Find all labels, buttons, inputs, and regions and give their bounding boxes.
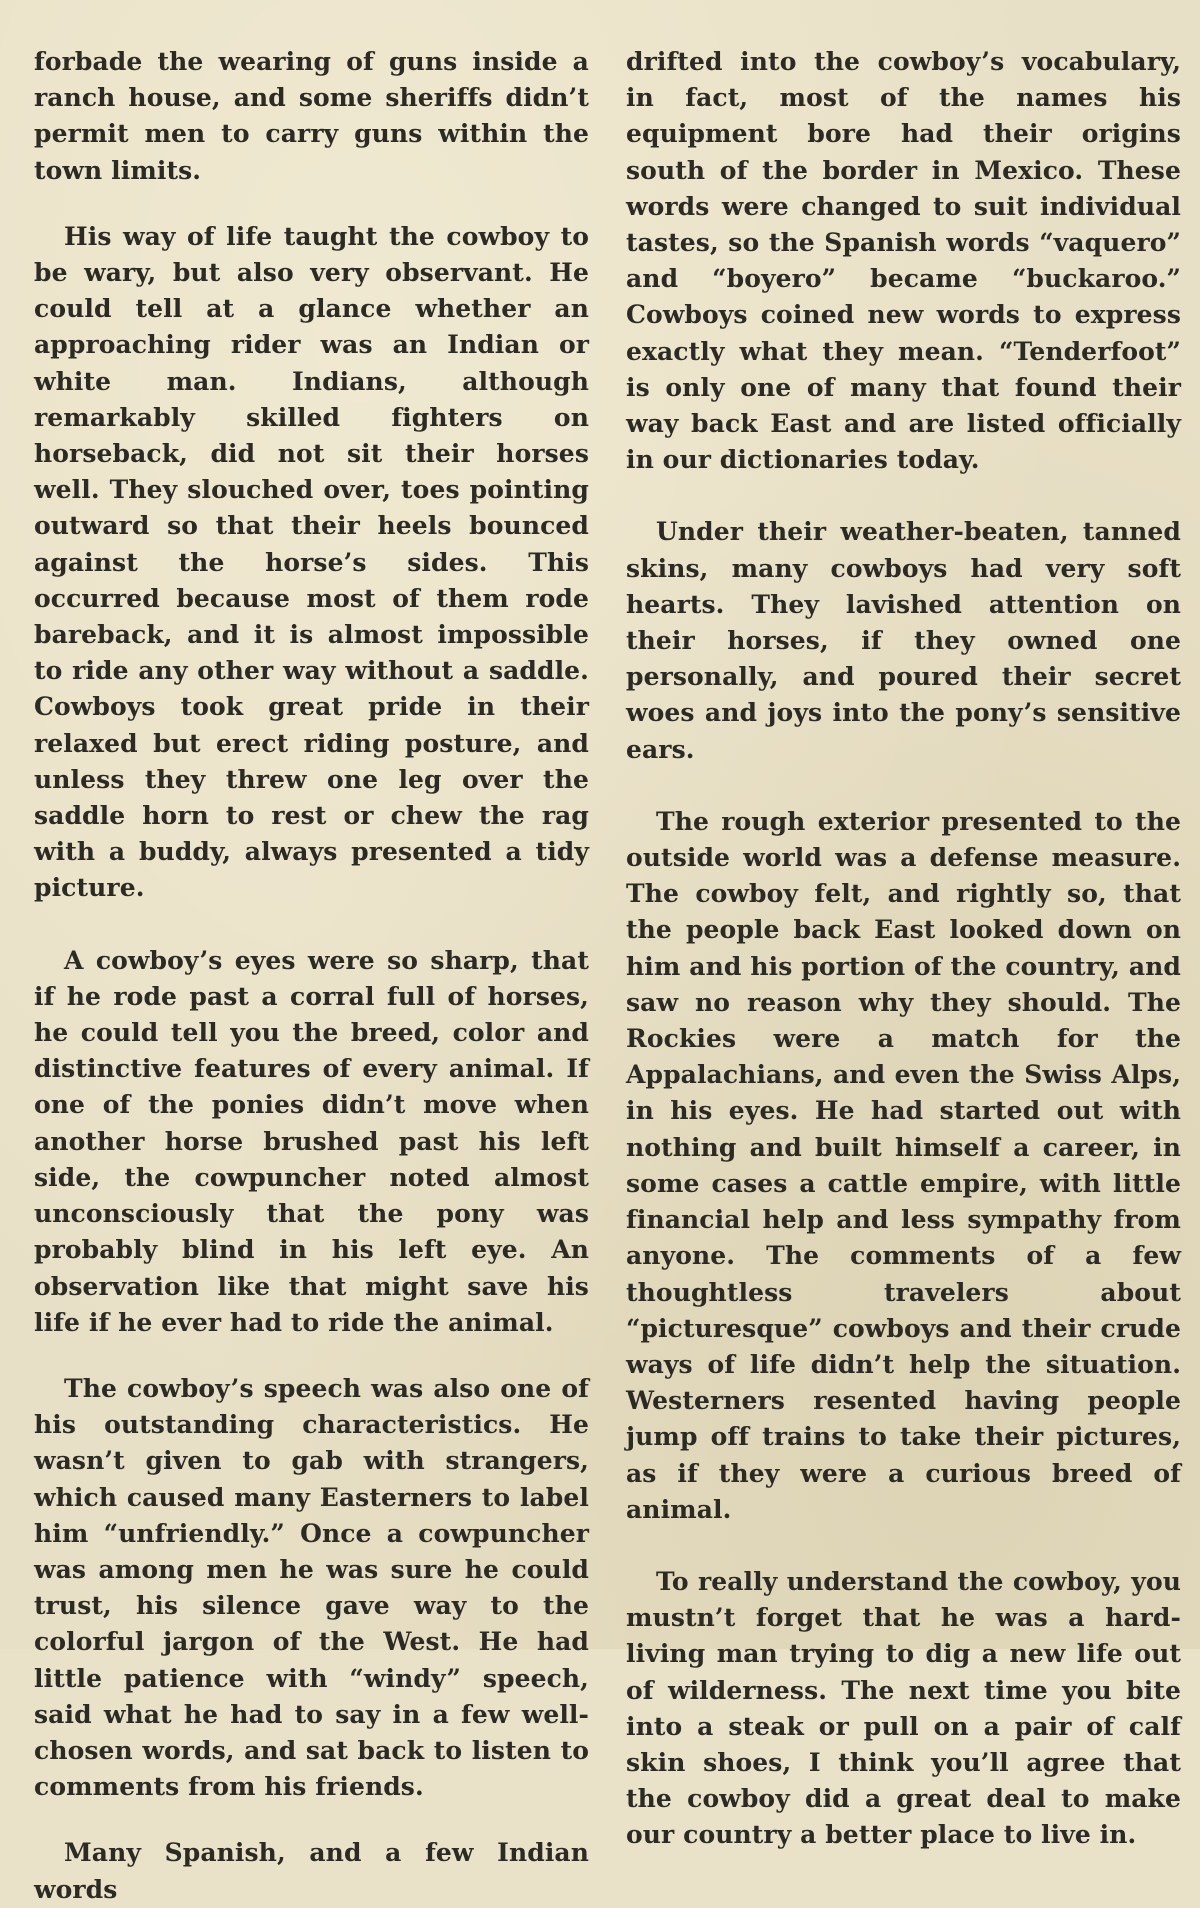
paragraph: The cowboy’s speech was also one of his outstanding characteristics. He wasn’t given to gab with strangers, which caused many Easterners to label him “unfriendly.” Once a cowpuncher was among men he was sure he could trust, his silence gave way to the colorful jargon of the West. He had little patience with “windy” speech, said what he had to say in a few well-chosen words, and sat back to listen to comments from his friends. [34,1373,589,1802]
paragraph: drifted into the cowboy’s vocabulary, in fact, most of the names his equipment bore had their origins south of the border in Mexico. These words were changed to suit individual tastes, so the Spanish words “vaquero” and “boyero” became “buckaroo.” Cowboys coined new words to express exactly what they mean. “Tenderfoot” is only one of many that found their way back East and are listed officially in our dictionaries today. [626,47,1181,475]
paragraph: forbade the wearing of guns inside a ranch house, and some sheriffs didn’t permit men to carry guns within the town limits. [34,47,589,185]
paragraph: His way of life taught the cowboy to be wary, but also very observant. He could tell at a glance whether an approaching rider was an Indian or white man. Indians, although remarkably skilled fighters on horseback, did not sit their horses well. They slouched over, toes pointing outward so that their heels bounced against the horse’s sides. This occurred because most of them rode bareback, and it is almost impossible to ride any other way without a saddle. Cowboys took great pride in their relaxed but erect riding posture, and unless they threw one leg over the saddle horn to rest or chew the rag with a buddy, always presented a tidy picture. [34,221,589,903]
paragraph: A cowboy’s eyes were so sharp, that if he rode past a corral full of horses, he could tell you the breed, color and distinctive features of every animal. If one of the ponies didn’t move when another horse brushed past his left side, the cowpuncher noted almost unconsciously that the pony was probably blind in his left eye. An observation like that might save his life if he ever had to ride the animal. [34,945,589,1337]
paragraph: Many Spanish, and a few Indian words [34,1838,589,1904]
right-column [626,44,1181,1854]
paragraph: To really understand the cowboy, you mustn’t forget that he was a hard-living man trying to dig a new life out of wilderness. The next time you bite into a steak or pull on a pair of calf skin shoes, I think you’ll agree that the cowboy did a great deal to make our country a better place to live in. [626,1566,1181,1850]
paragraph: The rough exterior presented to the outside world was a defense measure. The cowboy felt, and rightly so, that the people back East looked down on him and his portion of the country, and saw no reason why they should. The Rockies were a match for the Appalachians, and even the Swiss Alps, in his eyes. He had started out with nothing and built himself a career, in some cases a cattle empire, with little financial help and less sympathy from anyone. The comments of a few thoughtless travelers about “picturesque” cowboys and their crude ways of life didn’t help the situation. Westerners resented having people jump off trains to take their pictures, as if they were a curious breed of animal. [626,806,1181,1524]
left-column [34,44,589,1908]
paragraph: Under their weather-beaten, tanned skins, many cowboys had very soft hearts. They lavished attention on their horses, if they owned one personally, and poured their secret woes and joys into the pony’s sensitive ears. [626,517,1181,764]
